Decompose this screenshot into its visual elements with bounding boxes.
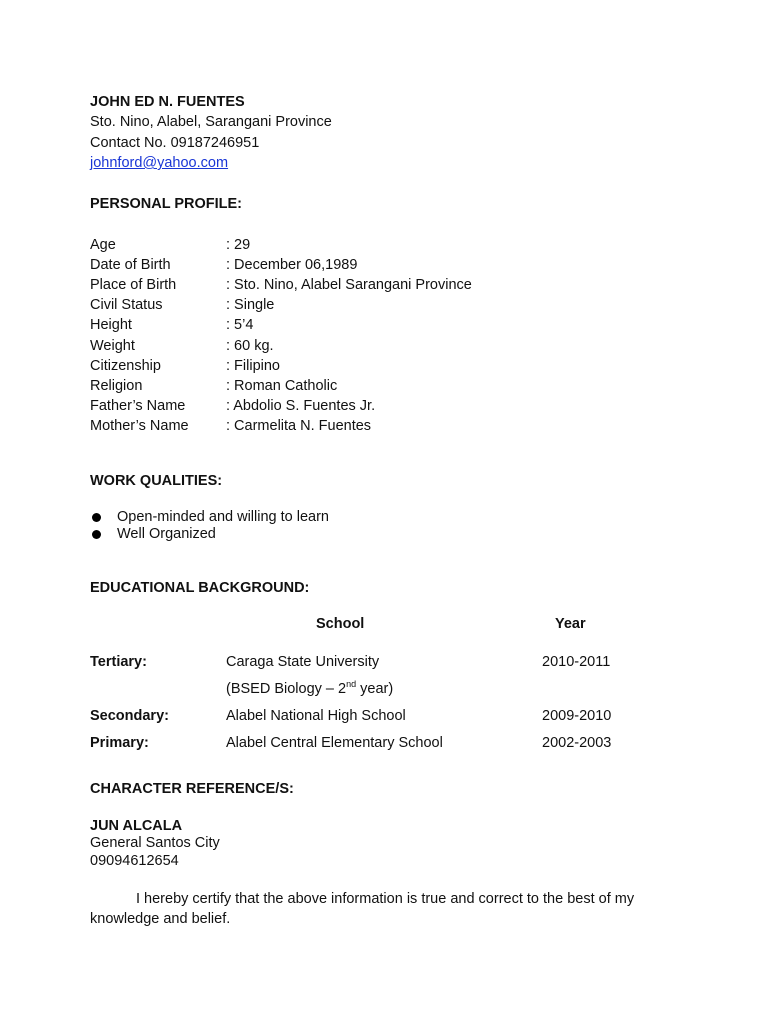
applicant-address: Sto. Nino, Alabel, Sarangani Province	[90, 114, 332, 130]
certification-line-2: knowledge and belief.	[90, 911, 231, 927]
profile-label-pob: Place of Birth	[90, 277, 177, 293]
profile-value-civil-status: : Single	[226, 297, 275, 313]
profile-label-weight: Weight	[90, 338, 135, 354]
profile-label-dob: Date of Birth	[90, 257, 171, 273]
profile-label-mother: Mother’s Name	[90, 418, 189, 434]
course-prefix: (BSED Biology – 2	[226, 681, 347, 697]
profile-label-religion: Religion	[90, 378, 143, 394]
profile-value-weight: : 60 kg.	[226, 338, 274, 354]
education-year-tertiary: 2010-2011	[542, 654, 611, 670]
certification-line-1: I hereby certify that the above information is true and correct to the best of my	[136, 891, 635, 907]
profile-label-height: Height	[90, 317, 132, 333]
profile-label-age: Age	[90, 237, 116, 253]
education-level-tertiary: Tertiary:	[90, 654, 147, 670]
profile-label-father: Father’s Name	[90, 398, 186, 414]
profile-value-height: : 5’4	[226, 317, 254, 333]
course-ordinal: nd	[346, 679, 357, 690]
profile-value-citizenship: : Filipino	[226, 358, 280, 374]
education-school-primary: Alabel Central Elementary School	[226, 735, 443, 751]
education-year-primary: 2002-2003	[542, 735, 612, 751]
bullet-icon	[92, 530, 101, 539]
personal-profile-heading: PERSONAL PROFILE:	[90, 196, 242, 212]
profile-value-dob: : December 06,1989	[226, 257, 358, 273]
profile-value-pob: : Sto. Nino, Alabel Sarangani Province	[226, 277, 472, 293]
applicant-contact: Contact No. 09187246951	[90, 135, 260, 151]
education-level-primary: Primary:	[90, 735, 149, 751]
education-col-school: School	[316, 616, 365, 632]
profile-value-religion: : Roman Catholic	[226, 378, 338, 394]
work-quality-item: Well Organized	[117, 526, 216, 542]
reference-name: JUN ALCALA	[90, 818, 183, 834]
bullet-icon	[92, 513, 101, 522]
work-quality-item: Open-minded and willing to learn	[117, 509, 329, 525]
profile-value-age: : 29	[226, 237, 251, 253]
education-course-tertiary	[226, 681, 393, 697]
applicant-email-link[interactable]: johnford@yahoo.com	[90, 155, 229, 171]
education-col-year: Year	[555, 616, 586, 632]
reference-phone: 09094612654	[90, 853, 179, 869]
work-qualities-heading: WORK QUALITIES:	[90, 473, 223, 489]
profile-value-mother: : Carmelita N. Fuentes	[226, 418, 372, 434]
education-school-tertiary: Caraga State University	[226, 654, 380, 670]
profile-label-citizenship: Citizenship	[90, 358, 161, 374]
education-year-secondary: 2009-2010	[542, 708, 612, 724]
applicant-name: JOHN ED N. FUENTES	[90, 94, 245, 110]
education-school-secondary: Alabel National High School	[226, 708, 406, 724]
profile-label-civil-status: Civil Status	[90, 297, 163, 313]
education-level-secondary: Secondary:	[90, 708, 169, 724]
references-heading: CHARACTER REFERENCE/S:	[90, 781, 294, 797]
reference-city: General Santos City	[90, 835, 220, 851]
profile-value-father: : Abdolio S. Fuentes Jr.	[226, 398, 376, 414]
course-suffix: year)	[356, 681, 394, 697]
education-heading: EDUCATIONAL BACKGROUND:	[90, 580, 310, 596]
